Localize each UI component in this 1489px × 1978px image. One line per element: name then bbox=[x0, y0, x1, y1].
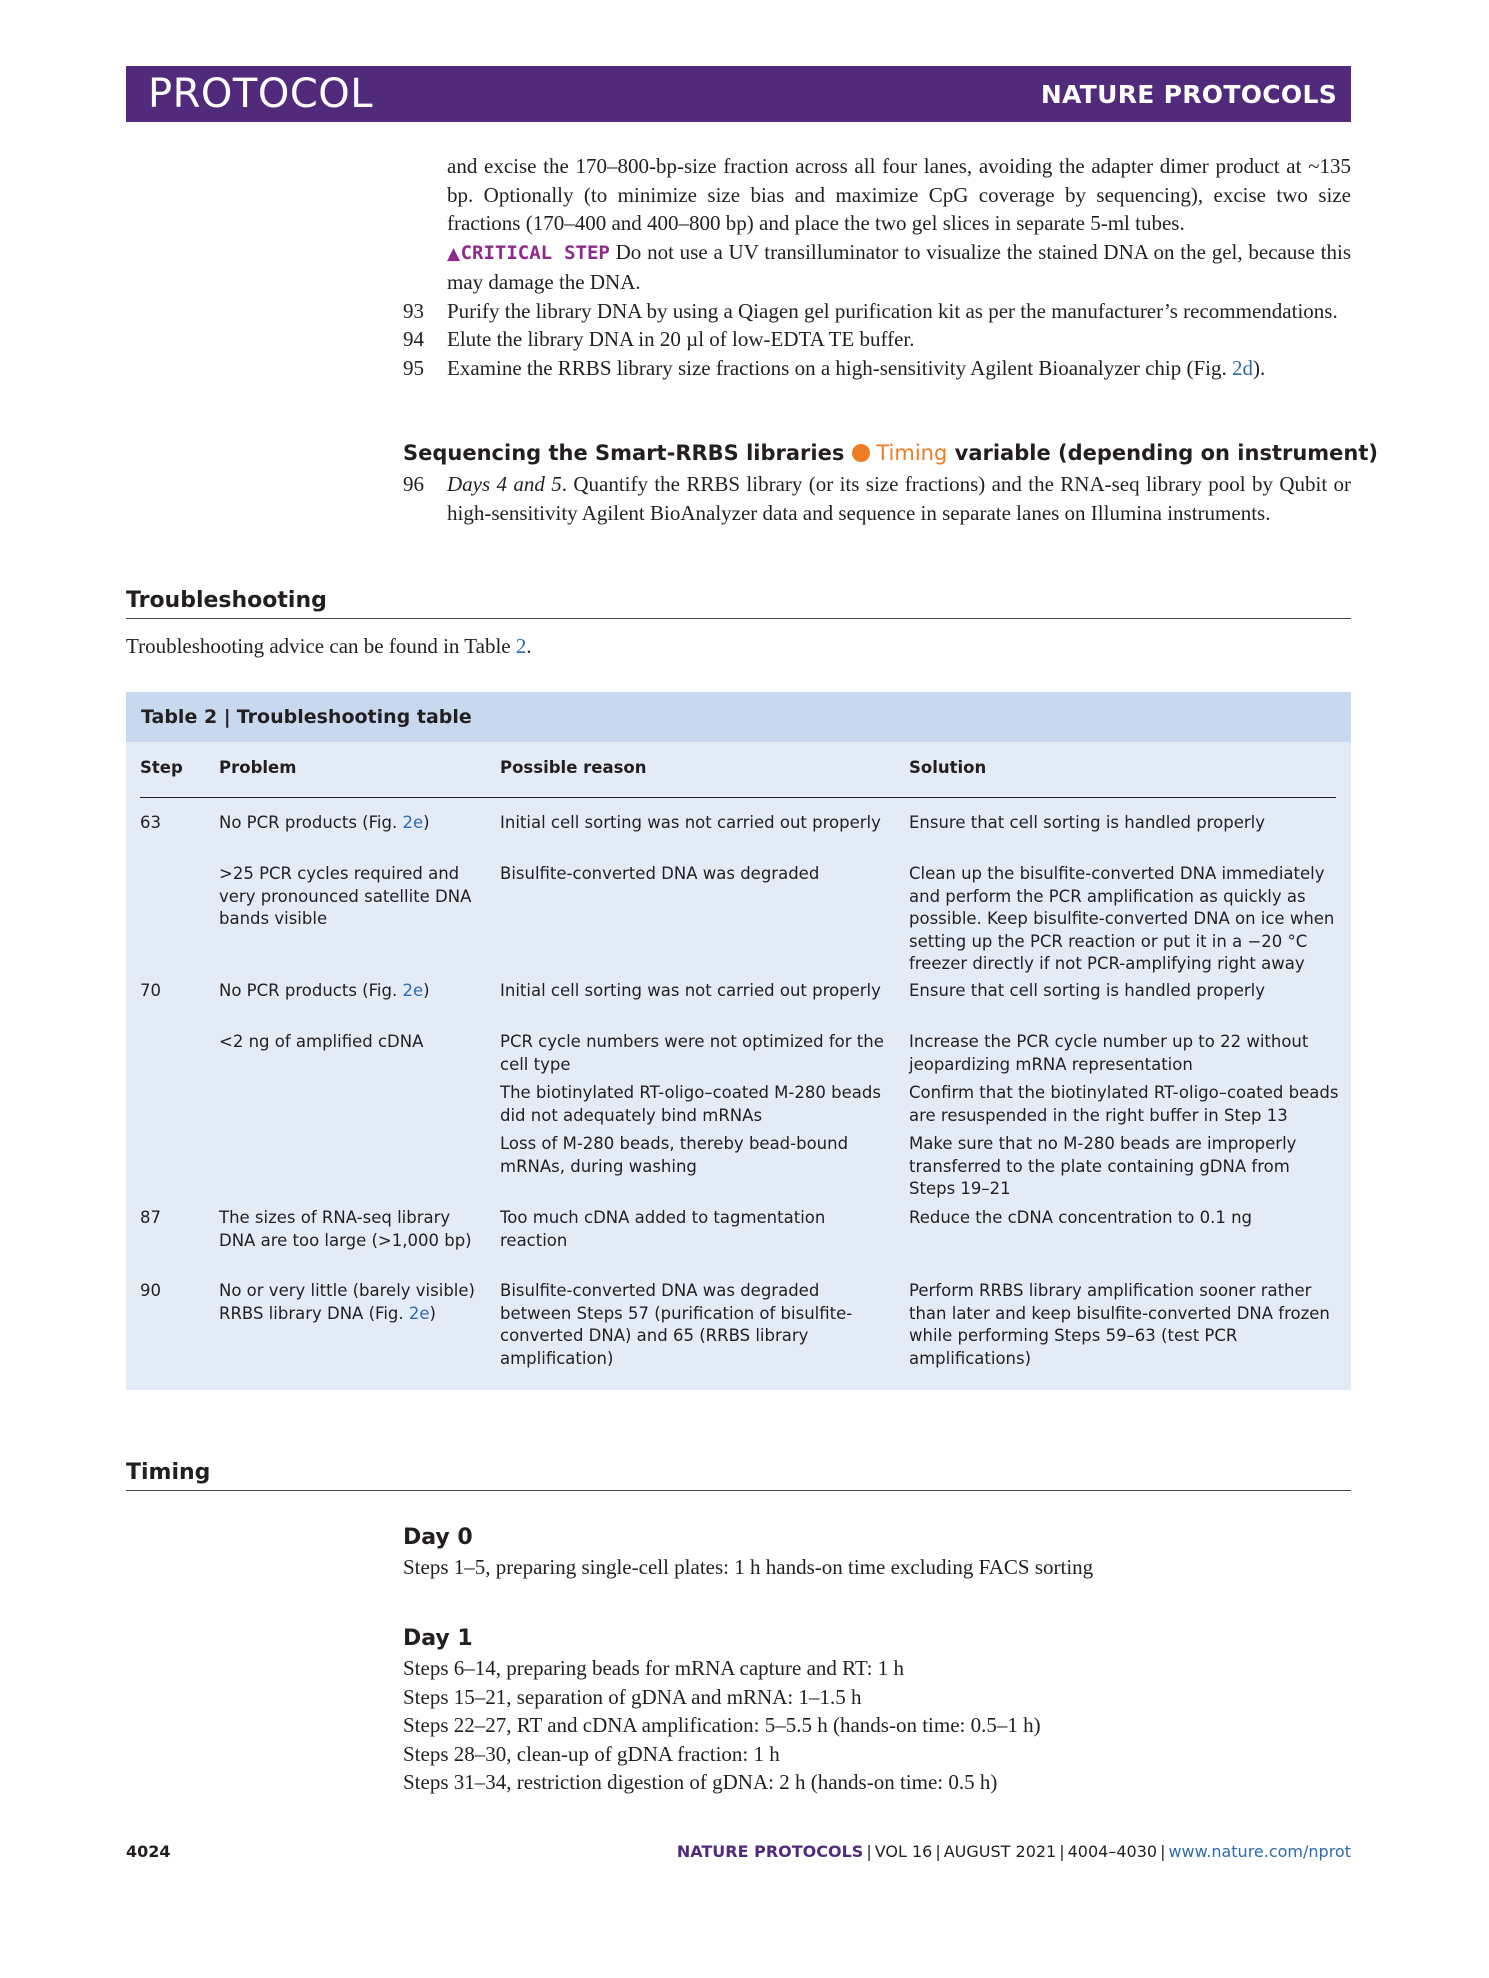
step-text: Elute the library DNA in 20 µl of low-EDTA TE buffer. bbox=[447, 327, 915, 351]
timing-line: Steps 15–21, separation of gDNA and mRNA: 1–1.5 h bbox=[403, 1684, 862, 1709]
page-number: 4024 bbox=[126, 1842, 171, 1861]
step-93 bbox=[403, 297, 1351, 326]
cell-reason: Initial cell sorting was not carried out properly bbox=[500, 981, 881, 1000]
step-96-body bbox=[403, 470, 1351, 527]
cell-reason: PCR cycle numbers were not optimized for the cell type bbox=[500, 1032, 884, 1074]
timing-label: Timing bbox=[876, 441, 948, 465]
troubleshooting-text bbox=[126, 632, 1351, 661]
figure-link[interactable]: 2e bbox=[402, 813, 424, 832]
troubleshooting-sentence: Troubleshooting advice can be found in Table bbox=[126, 634, 516, 658]
day-1-title: Day 1 bbox=[403, 1626, 473, 1651]
figure-link[interactable]: 2e bbox=[402, 981, 424, 1000]
figure-link[interactable]: 2e bbox=[408, 1303, 430, 1323]
problem-text: No PCR products (Fig. bbox=[219, 813, 403, 832]
cell-solution: Confirm that the biotinylated RT-oligo–coated beads are resuspended in the right buffer in Step 13 bbox=[909, 1083, 1339, 1125]
procedure-steps bbox=[403, 152, 1351, 382]
critical-step-label: CRITICAL STEP bbox=[460, 241, 610, 264]
step-number: 94 bbox=[403, 327, 424, 351]
cell-solution: Clean up the bisulfite-converted DNA immediately and perform the PCR amplification as quickly as possible. Keep bisulfite-converted DNA on ice when setting up the PCR reaction or put it in a −20 °C freezer directly if not PCR-amplifying right away bbox=[909, 864, 1335, 973]
problem-text-end: ) bbox=[429, 1303, 436, 1323]
timing-value: variable (depending on instrument) bbox=[954, 441, 1379, 465]
cell-reason: The biotinylated RT-oligo–coated M-280 beads did not adequately bind mRNAs bbox=[500, 1083, 881, 1125]
header-reason: Possible reason bbox=[500, 758, 647, 777]
footer-citation: NATURE PROTOCOLS | VOL 16 | AUGUST 2021 | 4004–4030 | www.nature.com/nprot bbox=[676, 1842, 1351, 1861]
cell-solution: Reduce the cDNA concentration to 0.1 ng bbox=[909, 1208, 1252, 1227]
cell-step: 87 bbox=[140, 1208, 161, 1227]
timing-line: Steps 6–14, preparing beads for mRNA capture and RT: 1 h bbox=[403, 1656, 905, 1680]
cell-solution: Perform RRBS library amplification sooner rather than later and keep bisulfite-converted DNA frozen while performing Steps 59–63 (test PCR amplifications) bbox=[909, 1281, 1330, 1368]
cell-problem: >25 PCR cycles required and very pronounced satellite DNA bands visible bbox=[219, 864, 472, 928]
step-94 bbox=[403, 325, 1351, 354]
cell-reason: Initial cell sorting was not carried out properly bbox=[500, 813, 881, 832]
sequencing-heading bbox=[403, 439, 1378, 467]
cell-reason: Loss of M-280 beads, thereby bead-bound mRNAs, during washing bbox=[500, 1134, 849, 1176]
timing-dot-icon bbox=[852, 444, 870, 462]
day-1-lines bbox=[403, 1654, 1041, 1797]
step-text: Purify the library DNA by using a Qiagen gel purification kit as per the manufacturer’s recommendations. bbox=[447, 298, 1338, 323]
cell-problem: <2 ng of amplified cDNA bbox=[219, 1032, 424, 1051]
cell-problem: The sizes of RNA-seq library DNA are too large (>1,000 bp) bbox=[219, 1208, 472, 1250]
cell-problem bbox=[219, 980, 484, 1003]
timing-line: Steps 31–34, restriction digestion of gDNA: 2 h (hands-on time: 0.5 h) bbox=[403, 1770, 998, 1794]
day-0-title: Day 0 bbox=[403, 1525, 473, 1550]
problem-text-end: ) bbox=[423, 981, 430, 1000]
table-caption bbox=[126, 692, 1351, 742]
journal-name: NATURE PROTOCOLS bbox=[1040, 80, 1337, 109]
table-header-row bbox=[140, 742, 1336, 798]
cell-solution: Make sure that no M-280 beads are improperly transferred to the plate containing gDNA from Steps 19–21 bbox=[909, 1134, 1297, 1198]
table-caption-title: Troubleshooting table bbox=[236, 706, 472, 728]
cell-solution: Increase the PCR cycle number up to 22 without jeopardizing mRNA representation bbox=[909, 1032, 1309, 1074]
critical-triangle-icon: ▲ bbox=[447, 243, 461, 264]
cell-problem bbox=[219, 1280, 484, 1325]
timing-line: Steps 28–30, clean-up of gDNA fraction: 1 h bbox=[403, 1741, 780, 1766]
step-days: Days 4 and 5 bbox=[447, 472, 562, 496]
cell-solution: Ensure that cell sorting is handled properly bbox=[909, 813, 1265, 832]
step-text: . Quantify the RRBS library (or its size fractions) and the RNA-seq library pool by Qubit or high-sensitivity Agilent BioAnalyzer data and sequence in separate lanes on Illumina instruments. bbox=[447, 472, 1351, 525]
footer-volume: VOL 16 bbox=[874, 1842, 933, 1861]
step-number: 93 bbox=[403, 298, 424, 323]
critical-step-note bbox=[403, 238, 1351, 297]
step-96 bbox=[403, 470, 1351, 527]
footer-pages: 4004–4030 bbox=[1067, 1842, 1158, 1861]
problem-text: No or very little (barely visible) RRBS library DNA (Fig. bbox=[219, 1281, 475, 1323]
troubleshooting-table bbox=[126, 692, 1351, 1390]
figure-link[interactable]: 2d bbox=[1232, 355, 1254, 380]
cell-reason: Bisulfite-converted DNA was degraded bbox=[500, 864, 820, 883]
cell-step: 70 bbox=[140, 981, 161, 1000]
header-bar bbox=[126, 66, 1351, 122]
step-number: 96 bbox=[403, 472, 424, 496]
cell-solution: Ensure that cell sorting is handled properly bbox=[909, 981, 1265, 1000]
table-body bbox=[140, 742, 1339, 1368]
timing-line: Steps 22–27, RT and cDNA amplification: 5–5.5 h (hands-on time: 0.5–1 h) bbox=[403, 1713, 1041, 1737]
table-link[interactable]: 2 bbox=[515, 634, 527, 658]
footer-journal: NATURE PROTOCOLS bbox=[676, 1842, 864, 1861]
step-number: 95 bbox=[403, 355, 424, 380]
step-text-end: ). bbox=[1253, 355, 1266, 380]
header-problem: Problem bbox=[219, 758, 297, 777]
step-95 bbox=[403, 354, 1351, 383]
step-92-continuation: and excise the 170–800-bp-size fraction across all four lanes, avoiding the adapter dimer product at ~135 bp. Optionally (to minimize size bias and maximize CpG coverage by sequencing), excise two size fractions (170–400 and 400–800 bp) and place the two gel slices in separate 5-ml tubes. bbox=[447, 154, 1351, 235]
footer-date: AUGUST 2021 bbox=[943, 1842, 1057, 1861]
footer-url[interactable]: www.nature.com/nprot bbox=[1168, 1842, 1351, 1861]
timing-heading: Timing bbox=[126, 1458, 1351, 1491]
section-label: PROTOCOL bbox=[148, 71, 374, 117]
sequencing-title: Sequencing the Smart-RRBS libraries bbox=[403, 441, 845, 465]
header-solution: Solution bbox=[909, 758, 987, 777]
step-text: Examine the RRBS library size fractions on a high-sensitivity Agilent Bioanalyzer chip (Fig. bbox=[447, 355, 1233, 380]
cell-reason: Bisulfite-converted DNA was degraded between Steps 57 (purification of bisulfite-converted DNA) and 65 (RRBS library amplification) bbox=[500, 1281, 853, 1368]
day-0-lines bbox=[403, 1553, 1093, 1582]
timing-line: Steps 1–5, preparing single-cell plates: 1 h hands-on time excluding FACS sorting bbox=[403, 1555, 1094, 1579]
header-step: Step bbox=[140, 758, 183, 777]
cell-step: 90 bbox=[140, 1281, 161, 1300]
problem-text: No PCR products (Fig. bbox=[219, 981, 403, 1000]
critical-step-text: Do not use a UV transilluminator to visualize the stained DNA on the gel, because this may damage the DNA. bbox=[447, 239, 1351, 294]
troubleshooting-heading: Troubleshooting bbox=[126, 586, 1351, 619]
problem-text-end: ) bbox=[423, 813, 430, 832]
cell-problem bbox=[219, 812, 484, 835]
cell-step: 63 bbox=[140, 813, 161, 832]
troubleshooting-sentence-end: . bbox=[526, 634, 532, 658]
cell-reason: Too much cDNA added to tagmentation reaction bbox=[500, 1208, 826, 1250]
table-caption-label: Table 2 | bbox=[141, 706, 231, 728]
